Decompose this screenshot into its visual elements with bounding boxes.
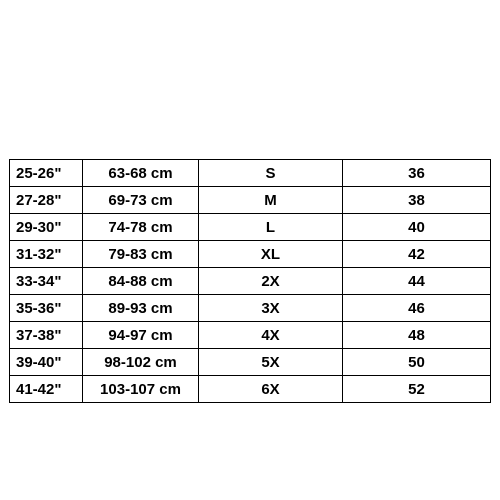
size-cell: 4X (199, 322, 343, 349)
table-row (10, 295, 491, 322)
inches-cell: 37-38" (10, 322, 83, 349)
number-cell: 40 (343, 214, 491, 241)
table-row (10, 349, 491, 376)
size-chart-table (9, 159, 491, 403)
number-cell: 46 (343, 295, 491, 322)
cm-cell: 89-93 cm (83, 295, 199, 322)
cm-cell: 74-78 cm (83, 214, 199, 241)
inches-cell: 33-34" (10, 268, 83, 295)
number-cell: 44 (343, 268, 491, 295)
size-cell: 6X (199, 376, 343, 403)
number-cell: 36 (343, 160, 491, 187)
number-cell: 50 (343, 349, 491, 376)
cm-cell: 63-68 cm (83, 160, 199, 187)
cm-cell: 79-83 cm (83, 241, 199, 268)
size-cell: M (199, 187, 343, 214)
inches-cell: 41-42" (10, 376, 83, 403)
size-cell: S (199, 160, 343, 187)
table-row (10, 187, 491, 214)
cm-cell: 84-88 cm (83, 268, 199, 295)
inches-cell: 39-40" (10, 349, 83, 376)
table-row (10, 160, 491, 187)
size-cell: 2X (199, 268, 343, 295)
inches-cell: 29-30" (10, 214, 83, 241)
size-cell: L (199, 214, 343, 241)
size-cell: 3X (199, 295, 343, 322)
inches-cell: 27-28" (10, 187, 83, 214)
number-cell: 42 (343, 241, 491, 268)
cm-cell: 69-73 cm (83, 187, 199, 214)
table-row (10, 376, 491, 403)
cm-cell: 98-102 cm (83, 349, 199, 376)
inches-cell: 25-26" (10, 160, 83, 187)
table-row (10, 214, 491, 241)
table-row (10, 268, 491, 295)
size-cell: 5X (199, 349, 343, 376)
number-cell: 52 (343, 376, 491, 403)
number-cell: 38 (343, 187, 491, 214)
table-row (10, 322, 491, 349)
table-row (10, 241, 491, 268)
size-chart-body (10, 160, 491, 403)
number-cell: 48 (343, 322, 491, 349)
cm-cell: 94-97 cm (83, 322, 199, 349)
inches-cell: 35-36" (10, 295, 83, 322)
inches-cell: 31-32" (10, 241, 83, 268)
size-cell: XL (199, 241, 343, 268)
cm-cell: 103-107 cm (83, 376, 199, 403)
